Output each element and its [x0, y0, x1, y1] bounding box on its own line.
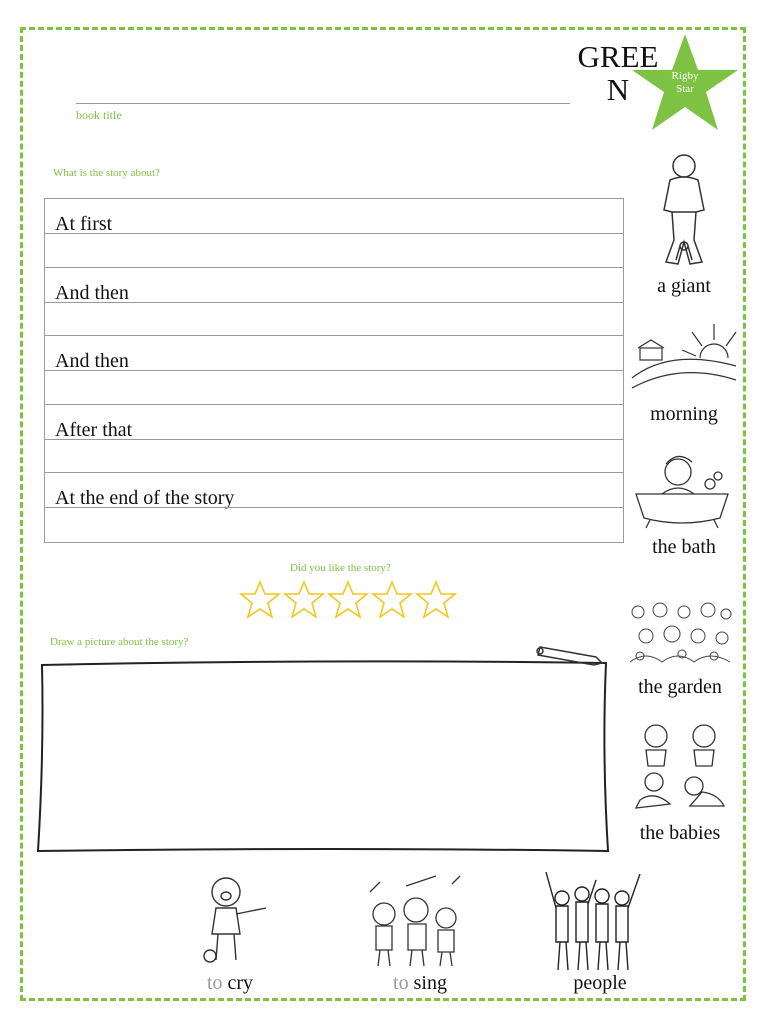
badge-line-2: Star — [676, 83, 694, 95]
draw-question: Draw a picture about the story? — [50, 636, 189, 648]
book-title-label: book title — [76, 108, 122, 122]
bottom-item-word: cry — [227, 972, 254, 994]
bottom-item-label — [360, 972, 480, 995]
bottom-item-label — [170, 972, 290, 995]
rating-stars — [238, 580, 460, 620]
picture-label: the babies — [639, 822, 721, 844]
story-row[interactable] — [45, 336, 623, 405]
singing-children-icon — [340, 872, 470, 970]
story-row-label: After that — [55, 418, 133, 441]
rating-question: Did you like the story? — [290, 562, 391, 574]
sunrise-icon — [630, 318, 738, 390]
story-row[interactable] — [45, 199, 623, 268]
rating-star-icon[interactable] — [241, 582, 279, 617]
level-word: GREEN — [577, 39, 659, 107]
bottom-item-prefix: to — [393, 972, 409, 994]
story-row-label: At the end of the story — [55, 487, 235, 510]
bottom-item-prefix: to — [206, 972, 223, 994]
crying-child-icon — [196, 872, 272, 970]
rating-star-icon[interactable] — [417, 582, 455, 617]
garden-icon — [626, 600, 734, 670]
rating-star-icon[interactable] — [373, 582, 411, 617]
bottom-item-label — [540, 972, 660, 995]
book-title-line[interactable] — [76, 103, 570, 104]
bottom-item-word: people — [573, 972, 627, 994]
drawing-area[interactable] — [36, 643, 612, 857]
picture-label: the garden — [638, 676, 722, 698]
story-row-label: At first — [55, 213, 113, 235]
rating-star-icon[interactable] — [329, 582, 367, 617]
bottom-item-word: sing — [413, 972, 447, 994]
story-row-label: And then — [55, 350, 129, 373]
picture-label: a giant — [657, 275, 711, 297]
story-row[interactable] — [45, 268, 623, 337]
level-badge-text — [655, 70, 715, 96]
story-row[interactable] — [45, 405, 623, 474]
picture-label: morning — [650, 403, 718, 425]
story-row[interactable] — [45, 473, 623, 542]
picture-label: the bath — [652, 536, 716, 558]
story-row-label: And then — [55, 281, 129, 304]
babies-icon — [630, 720, 730, 816]
bath-icon — [632, 448, 732, 532]
story-question: What is the story about? — [53, 167, 160, 179]
rating-star-icon[interactable] — [285, 582, 323, 617]
people-group-icon — [540, 868, 644, 974]
story-table — [44, 198, 624, 543]
badge-line-1: Rigby — [671, 70, 699, 82]
giant-icon — [640, 150, 728, 270]
